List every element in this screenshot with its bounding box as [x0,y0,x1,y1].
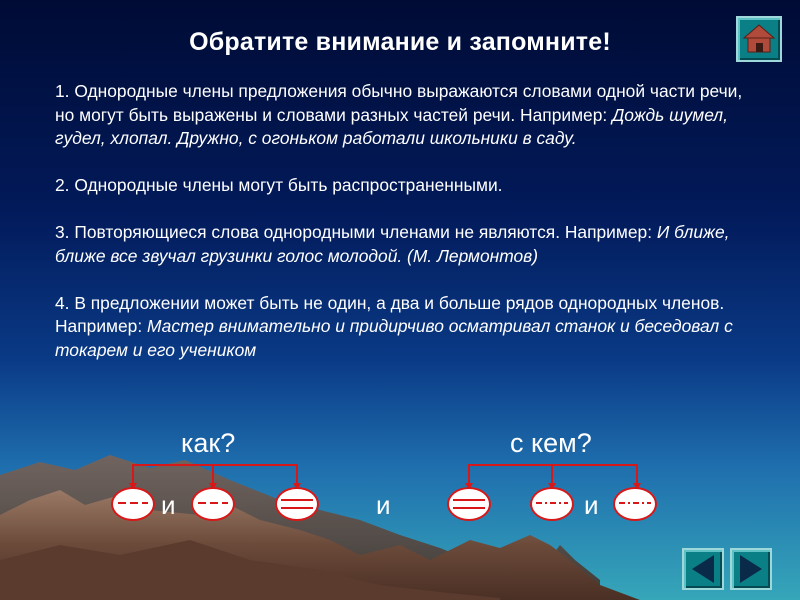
double-underline-icon [277,489,317,519]
homogeneous-member-1 [111,487,155,521]
double-underline-icon [449,489,489,519]
arrow-right-icon [732,550,770,588]
rule-1: 1. Однородные члены предложения обычно выражаются словами одной части речи, но могут быть выражены и словами разных частей речи. Например: Дождь шумел, гудел, хлопал. Дружно, с огоньком работали школьники в саду. [55,81,743,148]
rule-3: 3. Повторяющиеся слова однородными членами не являются. Например: И ближе, ближе все звучал грузинки голос молодой. (М. Лермонтов) [55,222,730,266]
arrow-left-icon [684,550,722,588]
conjunction-1: и [161,490,176,520]
next-button[interactable] [730,548,772,590]
previous-button[interactable] [682,548,724,590]
homogeneous-member-2 [191,487,235,521]
question-how: как? [181,428,236,458]
question-with-whom: с кем? [510,428,592,458]
dashed-underline-icon [193,489,233,519]
conjunction-2: и [376,490,391,520]
rule-4: 4. В предложении может быть не один, а два и больше рядов однородных членов. Например: Мастер внимательно и придирчиво осматривал станок и беседовал с токарем и его учеником [55,292,733,360]
dashed-underline-icon [113,489,153,519]
homogeneous-member-4 [613,487,657,521]
homogeneous-member-3 [530,487,574,521]
conjunction-3: и [584,490,599,520]
dash-dot-underline-icon [615,489,655,519]
predicate-1 [275,487,319,521]
dash-dot-underline-icon [532,489,572,519]
predicate-2 [447,487,491,521]
rule-2: 2. Однородные члены могут быть распространенными. [55,175,503,195]
page-title: Обратите внимание и запомните! [189,28,611,56]
